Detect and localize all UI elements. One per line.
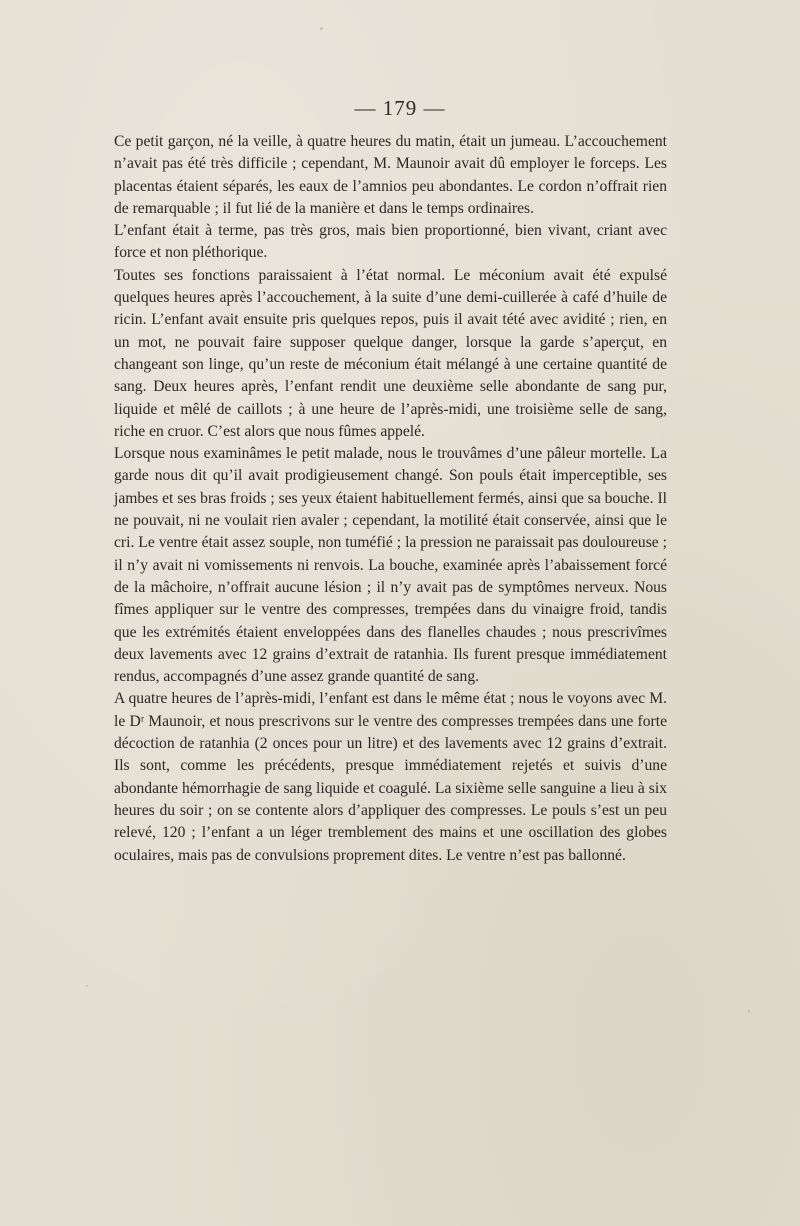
paragraph-5: A quatre heures de l’après-midi, l’enfant est dans le même état ; nous le voyons avec M. le Dʳ Maunoir, et nous prescrivons sur le ventre des compresses trempées dans une forte décoction de ratanhia (2 onces pour un litre) et des lavements avec 12 grains d’extrait. Ils sont, comme les précédents, presque immédiatement rejetés et suivis d’une abondante hémorrhagie de sang liquide et coagulé. La sixième selle sanguine a lieu à six heures du soir ; on se contente alors d’appliquer des compresses. Le pouls s’est un peu relevé, 120 ; l’enfant a un léger tremblement des mains et une oscillation des globes oculaires, mais pas de convulsions proprement dites. Le ventre n’est pas ballonné. [114, 690, 667, 864]
paragraph-1: Ce petit garçon, né la veille, à quatre heures du matin, était un jumeau. L’accouchement n’avait pas été très difficile ; cependant, M. Maunoir avait dû employer le forceps. Les placentas étaient séparés, les eaux de l’amnios peu abondantes. Le cordon n’offrait rien de remarquable ; il fut lié de la manière et dans le temps ordinaires. [114, 133, 667, 217]
paper-speck [86, 985, 88, 987]
page-number-header: — 179 — [354, 96, 446, 120]
paper-speck [748, 1010, 750, 1013]
paragraph-3: Toutes ses fonctions paraissaient à l’état normal. Le méconium avait été expulsé quelques heures après l’accouchement, à la suite d’une demi-cuillerée à café d’huile de ricin. L’enfant avait ensuite pris quelques repos, puis il avait tété avec avidité ; rien, en un mot, ne pouvait faire supposer quelque danger, lorsque la garde s’aperçut, en changeant son linge, qu’un reste de méconium était mélangé à une certaine quantité de sang. Deux heures après, l’enfant rendit une deuxième selle abondante de sang pur, liquide et mêlé de caillots ; à une heure de l’après-midi, une troisième selle de sang, riche en cruor. C’est alors que nous fûmes appelé. [114, 266, 667, 440]
paper-speck [320, 27, 323, 30]
paragraph-4: Lorsque nous examinâmes le petit malade, nous le trouvâmes d’une pâleur mortelle. La garde nous dit qu’il avait prodigieusement changé. Son pouls était imperceptible, ses jambes et ses bras froids ; ses yeux étaient habituellement fermés, ainsi que sa bouche. Il ne pouvait, ni ne voulait rien avaler ; cependant, la motilité était conservée, ainsi que le cri. Le ventre était assez souple, non tuméfié ; la pression ne paraissait pas douloureuse ; il n’y avait ni vomissements ni renvois. La bouche, examinée après l’abaissement forcé de la mâchoire, n’offrait aucune lésion ; il n’y avait pas de symptômes nerveux. Nous fîmes appliquer sur le ventre des compresses, trempées dans du vinaigre froid, tandis que les extrémités étaient enveloppées dans des flanelles chaudes ; nous prescrivîmes deux lavements avec 12 grains d’extrait de ratanhia. Ils furent presque immédiatement rendus, accompagnés d’une assez grande quantité de sang. [114, 445, 667, 686]
paragraph-2: L’enfant était à terme, pas très gros, mais bien proportionné, bien vivant, criant avec force et non pléthorique. [114, 222, 667, 262]
body-text [114, 131, 667, 867]
